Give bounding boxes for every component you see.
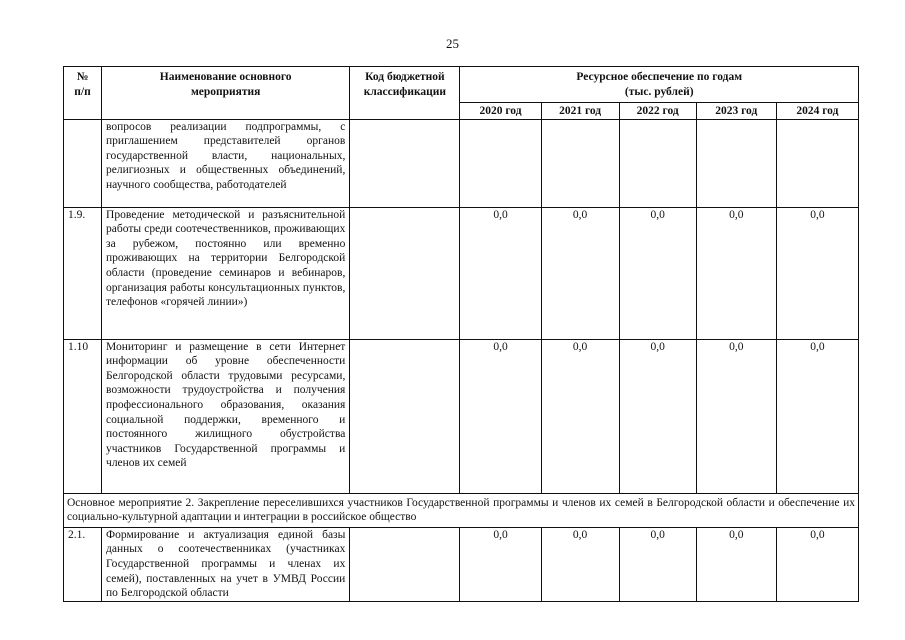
row-value-2020: 0,0 (460, 339, 541, 493)
row-value-2020: 0,0 (460, 527, 541, 601)
row-name: Проведение методической и разъяснительной работы среди соотечественников, проживающих за рубежом, постоянно или временно проживающих на территории Белгородской области (проведение семинаров и вебинаров, организация работы консультационных пунктов, телефонов «горячей линии») (102, 207, 350, 339)
row-value-2023: 0,0 (696, 527, 776, 601)
row-value-2021: 0,0 (541, 207, 619, 339)
row-num (64, 119, 102, 207)
header-code: Код бюджетной классификации (350, 67, 460, 120)
table-row (64, 119, 859, 207)
row-code (350, 527, 460, 601)
row-value-2020 (460, 119, 541, 207)
resource-table (63, 66, 859, 602)
row-value-2022: 0,0 (619, 339, 696, 493)
row-value-2023: 0,0 (696, 207, 776, 339)
row-num: 1.10 (64, 339, 102, 493)
header-year-2024: 2024 год (776, 103, 858, 120)
row-value-2023 (696, 119, 776, 207)
row-value-2022: 0,0 (619, 207, 696, 339)
row-value-2021: 0,0 (541, 527, 619, 601)
row-num: 1.9. (64, 207, 102, 339)
row-value-2024: 0,0 (776, 527, 858, 601)
section-row (64, 493, 859, 527)
row-value-2023: 0,0 (696, 339, 776, 493)
page-number: 25 (446, 36, 459, 51)
header-resources: Ресурсное обеспечение по годам (тыс. рублей) (460, 67, 859, 103)
row-value-2021: 0,0 (541, 339, 619, 493)
section-title: Основное мероприятие 2. Закрепление переселившихся участников Государственной программы и членов их семей в Белгородской области и обеспечение их социально-культурной адаптации и интеграции в российское общество (64, 493, 859, 527)
row-code (350, 119, 460, 207)
row-value-2020: 0,0 (460, 207, 541, 339)
row-num: 2.1. (64, 527, 102, 601)
table-row (64, 207, 859, 339)
table-row (64, 527, 859, 601)
row-name: Мониторинг и размещение в сети Интернет информации об уровне обеспеченности Белгородской области трудовыми ресурсами, возможности трудоустройства и получения профессионального образования, оказания социальной поддержки, временного и постоянного жилищного обустройства участников Государственной программы и членов их семей (102, 339, 350, 493)
header-name: Наименование основного мероприятия (102, 67, 350, 120)
row-value-2021 (541, 119, 619, 207)
row-value-2024: 0,0 (776, 207, 858, 339)
row-value-2022: 0,0 (619, 527, 696, 601)
header-num: № п/п (64, 67, 102, 120)
row-code (350, 339, 460, 493)
row-value-2022 (619, 119, 696, 207)
row-name: вопросов реализации подпрограммы, с приглашением представителей органов государственной власти, национальных, религиозных и общественных объединений, научного сообщества, работодателей (102, 119, 350, 207)
row-name: Формирование и актуализация единой базы данных о соотечественниках (участниках Государственной программы и членах их семей), поставленных на учет в УМВД России по Белгородской области (102, 527, 350, 601)
header-year-2020: 2020 год (460, 103, 541, 120)
header-year-2022: 2022 год (619, 103, 696, 120)
row-value-2024: 0,0 (776, 339, 858, 493)
header-year-2021: 2021 год (541, 103, 619, 120)
table-row (64, 339, 859, 493)
header-year-2023: 2023 год (696, 103, 776, 120)
row-code (350, 207, 460, 339)
row-value-2024 (776, 119, 858, 207)
